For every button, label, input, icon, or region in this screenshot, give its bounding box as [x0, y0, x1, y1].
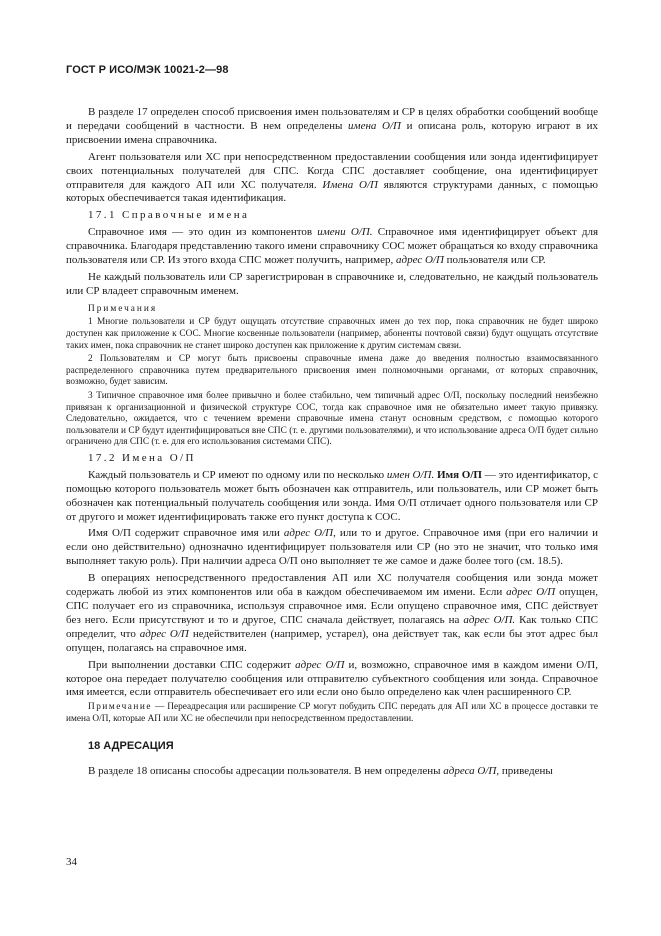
paragraph: Не каждый пользователь или СР зарегистрирован в справочнике и, следовательно, не каждый пользователь или СР владеет справочным именем. [66, 270, 598, 297]
note-2: 2 Пользователям и СР могут быть присвоены справочные имена даже до введения полностью взаимосвязанного распределенного справочника путем предварительного присвоения имен полномочными органами, от которых справочник, возможно, будет зависим. [66, 354, 598, 388]
paragraph: При выполнении доставки СПС содержит адрес О/П и, возможно, справочное имя в каждом имени О/П, которое она передает получателю сообщения или отправителю субъектного сообщения или зонда. Справочное имя имеется, если отправитель обеспечивает его или если оно было определено как член расширенного СР. [66, 658, 598, 699]
paragraph: Справочное имя — это один из компонентов имени О/П. Справочное имя идентифицирует объект для справочника. Благодаря представлению такого имени справочнику СОС может обращаться ко входу справочника пользователя или СР. Из этого входа СПС может получить, например, адрес О/П пользователя или СР. [66, 226, 598, 267]
paragraph: Каждый пользователь и СР имеют по одному или по несколько имен О/П. Имя О/П — это идентификатор, с помощью которого пользователь может быть обозначен как отправитель, или пользователь, или СР может быть обозначен как потенциальный получатель сообщения или зонда. Имя О/П отличает одного пользователя или СР от другого и может идентифицировать также его пункт доступа к СОС. [66, 468, 598, 523]
paragraph: В разделе 17 определен способ присвоения имен пользователям и СР в целях обработки сообщений вообще и передачи сообщений в частности. В нем определены имена О/П и описана роль, которую играют в их присвоении имена справочника. [66, 106, 599, 146]
page-body [66, 106, 598, 779]
paragraph: Агент пользователя или ХС при непосредственном предоставлении сообщения или зонда идентифицирует своих потенциальных получателей для СПС. Когда СПС доставляет сообщение, она идентифицирует отправителя для каждого АП или ХС получателя. Имена О/П являются структурами данных, с помощью которых обеспечивается такая идентификация. [66, 150, 598, 205]
paragraph: В разделе 18 описаны способы адресации пользователя. В нем определены адреса О/П, приведены [88, 765, 553, 778]
note-4: Примечание — Переадресация или расширение СР могут побудить СПС передать для АП или ХС в процессе доставки те имена О/П, которые АП или ХС не обеспечили при непосредственном предоставлении. [66, 702, 598, 724]
document-header: ГОСТ Р ИСО/МЭК 10021-2—98 [66, 64, 229, 76]
paragraph: В операциях непосредственного предоставления АП или ХС получателя сообщения или зонда может содержать любой из этих компонентов или оба в каждом обеспечиваемом им имени. Если адрес О/П опущен, СПС получает его из справочника, используя справочное имя. Если опущено справочное имя, СПС действует без него. Если присутствуют и то и другое, СПС сначала действует, полагаясь на адрес О/П. Как только СПС определит, что адрес О/П недействителен (например, устарел), она действует так, как если бы этот адрес был опущен, полагаясь на справочное имя. [66, 572, 598, 654]
note-1: 1 Многие пользователи и СР будут ощущать отсутствие справочных имен до тех пор, пока справочник не будет широко доступен как приложение к СОС. Многие косвенные пользователи (например, абоненты почтовой связи) будут ощущать отсутствие таких имен, пока справочник не станет широко доступен как приложение к другим системам связи. [66, 317, 598, 351]
paragraph: Имя О/П содержит справочное имя или адрес О/П, или то и другое. Справочное имя (при его наличии и если оно действительно) однозначно идентифицирует пользователя или СР (но это не значит, что только имя выполняет такую роль). При наличии адреса О/П оно выполняет те же самое и даже более того (см. 18.5). [66, 527, 598, 568]
subsection-heading-17-1: 17.1 Справочные имена [88, 209, 250, 222]
subsection-heading-17-2: 17.2 Имена О/П [88, 451, 196, 464]
page-number: 34 [66, 856, 77, 868]
notes-heading: Примечания [88, 303, 158, 314]
note-3: 3 Типичное справочное имя более привычно и более стабильно, чем типичный адрес О/П, поскольку последний неизбежно привязан к организационной и физической структуре СОС, тогда как справочное имя не обязательно имеет такую привязку. Следовательно, ожидается, что с течением времени справочные имена станут основным средством, с помощью которого пользователи и СР будут идентифицироваться вне СПС (т. е. другими пользователями), и что использование адреса О/П будет сильно ограничено для СПС (т. е. для его использования системами СПС). [66, 390, 598, 448]
section-heading-18: 18 АДРЕСАЦИЯ [88, 739, 174, 752]
